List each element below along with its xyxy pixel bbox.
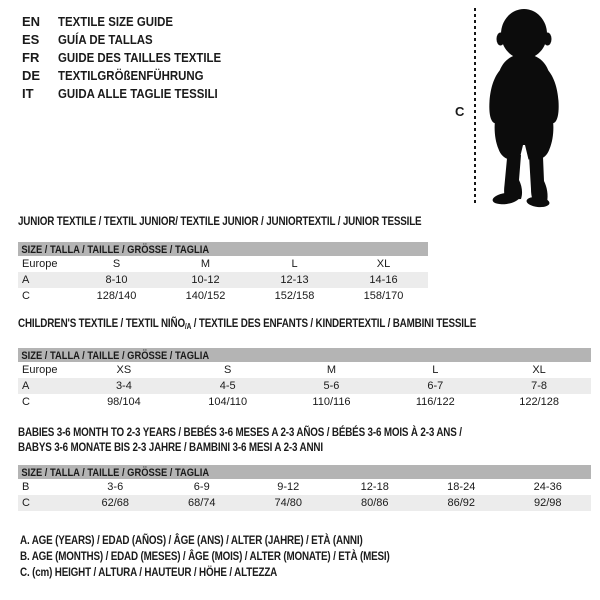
- language-row-es: [22, 30, 243, 48]
- toddler-silhouette-image: [481, 8, 567, 208]
- junior-row-height-cm: [18, 288, 428, 304]
- size-cell: 104/110: [208, 396, 248, 408]
- size-cell: 98/104: [107, 396, 141, 408]
- language-title: TEXTILE SIZE GUIDE: [58, 13, 174, 29]
- footnotes: [20, 532, 471, 580]
- row-label: Europe: [22, 258, 58, 270]
- height-marker-label: C: [455, 104, 465, 119]
- language-code: ES: [22, 31, 40, 47]
- size-cell: 9-12: [277, 481, 300, 493]
- size-cell: 18-24: [447, 481, 476, 493]
- size-cell: S: [224, 364, 232, 376]
- children-table-section: [18, 317, 591, 410]
- children-table-title: [18, 317, 488, 333]
- size-cell: XS: [116, 364, 132, 376]
- size-cell: 116/122: [415, 396, 455, 408]
- size-cell: 62/68: [101, 497, 130, 509]
- row-label: A: [22, 380, 30, 392]
- size-cell: 12-18: [360, 481, 389, 493]
- junior-size-header-bar: [18, 242, 428, 256]
- language-row-it: [22, 84, 243, 102]
- language-code: FR: [22, 49, 40, 65]
- size-cell: 68/74: [187, 497, 216, 509]
- size-cell: XL: [376, 258, 391, 270]
- language-code: EN: [22, 13, 41, 29]
- children-row-height-cm: [18, 394, 591, 410]
- language-row-en: [22, 12, 243, 30]
- size-cell: 7-8: [531, 380, 548, 392]
- language-title: GUIDA ALLE TAGLIE TESSILI: [58, 85, 218, 101]
- babies-title-line1: BABIES 3-6 MONTH TO 2-3 YEARS / BEBÉS 3-6 MESES A 2-3 AÑOS / BÉBÉS 3-6 MOIS À 2-3 ANS /: [18, 425, 462, 439]
- babies-table-title: [18, 425, 488, 455]
- size-cell: 8-10: [105, 274, 128, 286]
- row-label: B: [22, 481, 30, 493]
- size-cell: M: [200, 258, 211, 270]
- row-label: Europe: [22, 364, 58, 376]
- footnote-height-cm: C. (cm) HEIGHT / ALTURA / HAUTEUR / HÖHE / ALTEZZA: [20, 565, 278, 579]
- junior-table: [18, 242, 428, 304]
- babies-title-line2: BABYS 3-6 MONATE BIS 2-3 JAHRE / BAMBINI 3-6 MESI A 2-3 ANNI: [18, 440, 323, 454]
- children-title-pre: CHILDREN'S TEXTILE / TEXTIL NIÑO: [18, 316, 185, 330]
- babies-table: [18, 465, 591, 511]
- size-cell: 92/98: [533, 497, 562, 509]
- size-cell: 122/128: [519, 396, 559, 408]
- children-row-europe: [18, 362, 591, 378]
- size-cell: 158/170: [363, 290, 404, 302]
- size-cell: 4-5: [219, 380, 236, 392]
- size-header-text: SIZE / TALLA / TAILLE / GRÖSSE / TAGLIA: [21, 244, 210, 256]
- size-header-text: SIZE / TALLA / TAILLE / GRÖSSE / TAGLIA: [21, 350, 210, 362]
- babies-table-section: [18, 425, 591, 511]
- junior-row-age-years: [18, 272, 428, 288]
- size-cell: 5-6: [323, 380, 340, 392]
- size-cell: 74/80: [274, 497, 303, 509]
- size-cell: 3-6: [107, 481, 124, 493]
- language-title: GUÍA DE TALLAS: [58, 31, 153, 47]
- size-cell: 152/158: [274, 290, 315, 302]
- size-header-text: SIZE / TALLA / TAILLE / GRÖSSE / TAGLIA: [21, 467, 210, 479]
- footnote-age-months: B. AGE (MONTHS) / EDAD (MESES) / ÂGE (MOIS) / ALTER (MONATE) / ETÀ (MESI): [20, 549, 390, 563]
- language-title: GUIDE DES TAILLES TEXTILE: [58, 49, 222, 65]
- height-measure-dashed-line: [474, 8, 476, 206]
- size-cell: M: [326, 364, 337, 376]
- language-title: TEXTILGRÖßENFÜHRUNG: [58, 67, 204, 83]
- language-row-de: [22, 66, 243, 84]
- size-cell: L: [432, 364, 439, 376]
- size-cell: 6-9: [193, 481, 210, 493]
- size-cell: 110/116: [312, 396, 351, 408]
- language-row-fr: [22, 48, 243, 66]
- language-code: IT: [22, 85, 34, 101]
- size-cell: 86/92: [447, 497, 476, 509]
- size-cell: XL: [532, 364, 546, 376]
- babies-row-age-months: [18, 479, 591, 495]
- size-cell: 24-36: [533, 481, 562, 493]
- size-cell: 140/152: [185, 290, 226, 302]
- children-size-header-bar: [18, 348, 591, 362]
- children-row-age-years: [18, 378, 591, 394]
- babies-row-height-cm: [18, 495, 591, 511]
- language-code: DE: [22, 67, 41, 83]
- size-cell: 80/86: [360, 497, 389, 509]
- size-cell: 128/140: [96, 290, 137, 302]
- row-label: C: [22, 396, 30, 408]
- junior-table-title: JUNIOR TEXTILE / TEXTIL JUNIOR/ TEXTILE JUNIOR / JUNIORTEXTIL / JUNIOR TESSILE: [18, 214, 422, 228]
- size-cell: 14-16: [369, 274, 398, 286]
- row-label: C: [22, 290, 30, 302]
- size-cell: 12-13: [280, 274, 309, 286]
- junior-row-europe: [18, 256, 428, 272]
- junior-table-section: [18, 215, 510, 304]
- size-cell: 10-12: [191, 274, 220, 286]
- size-cell: L: [291, 258, 298, 270]
- size-cell: S: [112, 258, 121, 270]
- babies-size-header-bar: [18, 465, 591, 479]
- language-title-block: [22, 12, 243, 102]
- size-cell: 3-4: [115, 380, 132, 392]
- size-cell: 6-7: [427, 380, 444, 392]
- row-label: C: [22, 497, 30, 509]
- row-label: A: [22, 274, 30, 286]
- footnote-age-years: A. AGE (YEARS) / EDAD (AÑOS) / ÂGE (ANS) / ALTER (JAHRE) / ETÀ (ANNI): [20, 533, 363, 547]
- children-table: [18, 348, 591, 410]
- children-title-post: / TEXTILE DES ENFANTS / KINDERTEXTIL / BAMBINI TESSILE: [191, 316, 477, 330]
- children-title-sub: /A: [184, 322, 192, 331]
